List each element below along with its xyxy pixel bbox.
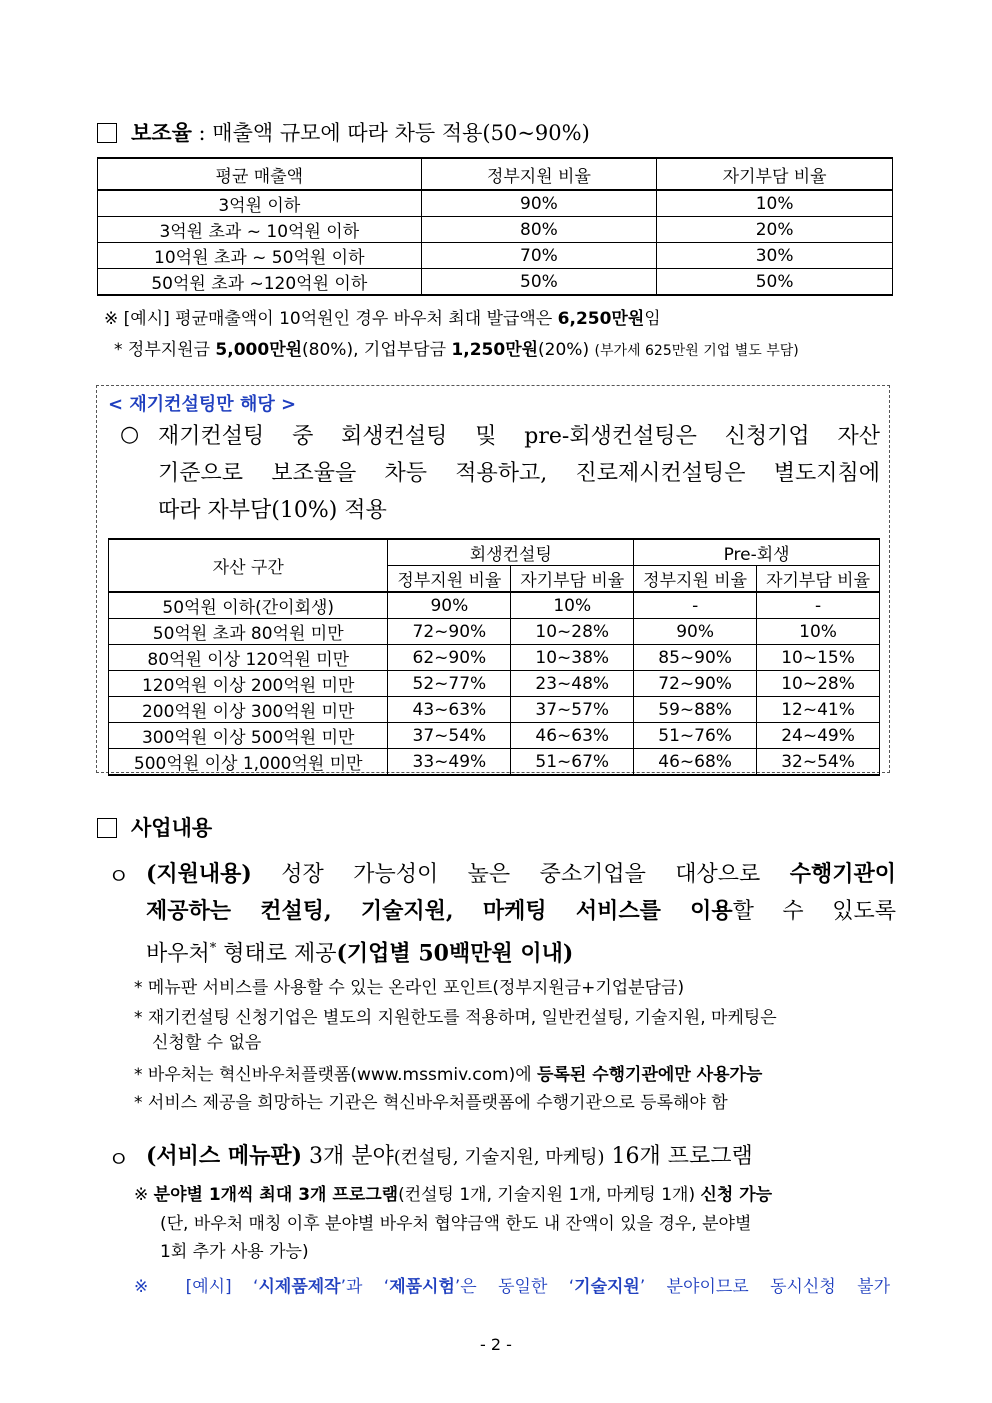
note-text: (80%), 기업부담금 — [302, 340, 452, 360]
para-text: 16개 프로그램 — [604, 1144, 753, 1169]
note-text: ’과 ‘ — [340, 1277, 390, 1297]
para-text: 3개 분야 — [302, 1144, 394, 1169]
header-gov-ratio: 정부지원 비율 — [421, 158, 657, 190]
header-avg-revenue: 평균 매출액 — [98, 158, 422, 190]
header-rehab-consulting: 회생컨설팅 — [388, 539, 634, 566]
footnote-text: * 바우처는 혁신바우처플랫폼(www.mssmiv.com)에 — [134, 1065, 538, 1085]
note-text: ※ [예시] ‘ — [134, 1277, 259, 1297]
table-row — [98, 217, 893, 243]
table-cell: 23~48% — [511, 671, 634, 697]
subsidy-heading — [97, 117, 590, 147]
note-bold: 기술지원 — [574, 1277, 640, 1297]
table-row — [109, 723, 880, 749]
table-cell: 300억원 이상 500억원 미만 — [109, 723, 388, 749]
para-line: 따라 자부담(10%) 적용 — [158, 498, 387, 523]
menu-note — [134, 1183, 898, 1208]
subsidy-heading-label: 보조율 — [131, 120, 192, 145]
restructure-table — [108, 538, 880, 776]
support-paragraph — [146, 856, 896, 972]
table-row — [98, 269, 893, 296]
footnote: * 서비스 제공을 희망하는 기관은 혁신바우처플랫폼에 수행기관으로 등록해야 함 — [134, 1093, 728, 1113]
menu-note: 1회 추가 사용 가능) — [160, 1242, 309, 1262]
footnote: * 메뉴판 서비스를 사용할 수 있는 온라인 포인트(정부지원금+기업분담금) — [134, 978, 685, 998]
table-cell: 51~67% — [511, 749, 634, 776]
table-cell: 10~38% — [511, 645, 634, 671]
table-cell: - — [757, 592, 880, 619]
table-header-row — [98, 158, 893, 190]
note-text: ’ 분야이므로 동시신청 불가 — [639, 1277, 890, 1297]
table-cell: 120억원 이상 200억원 미만 — [109, 671, 388, 697]
footnote-mark: * — [209, 941, 217, 956]
subsidy-detail-note — [114, 335, 799, 360]
table-cell: 43~63% — [388, 697, 511, 723]
table-cell: 72~90% — [388, 619, 511, 645]
note-text: ※ — [134, 1185, 154, 1205]
para-line: 재기컨설팅 중 회생컨설팅 및 pre-회생컨설팅은 신청기업 자산 — [158, 424, 880, 449]
menu-note: (단, 바우처 매칭 이후 분야별 바우처 협약금액 한도 내 잔액이 있을 경우, 분야별 — [160, 1214, 752, 1234]
table-row — [98, 243, 893, 269]
table-cell: 37~57% — [511, 697, 634, 723]
table-cell: 90% — [388, 592, 511, 619]
subsidy-example-note — [104, 304, 661, 329]
table-cell: 50% — [421, 269, 657, 296]
table-cell: 3억원 초과 ~ 10억원 이하 — [98, 217, 422, 243]
table-cell: 52~77% — [388, 671, 511, 697]
table-row — [109, 671, 880, 697]
table-cell: 500억원 이상 1,000억원 미만 — [109, 749, 388, 776]
table-cell: 10~28% — [511, 619, 634, 645]
note-bold: 시제품제작 — [258, 1277, 341, 1297]
table-cell: 10~15% — [757, 645, 880, 671]
table-cell: 90% — [421, 190, 657, 217]
menu-line — [146, 1139, 753, 1175]
para-line — [146, 856, 896, 893]
table-cell: 46~63% — [511, 723, 634, 749]
para-text: 형태로 제공 — [216, 941, 337, 967]
table-row — [109, 749, 880, 776]
header-asset-range: 자산 구간 — [109, 539, 388, 592]
header-pre-rehab: Pre-회생 — [634, 539, 880, 566]
para-bold: (기업별 50백만원 이내) — [336, 940, 574, 967]
table-cell: 72~90% — [634, 671, 757, 697]
table-cell: 50억원 초과 80억원 미만 — [109, 619, 388, 645]
restructure-bullet: ○ — [120, 422, 140, 447]
table-cell: 80% — [421, 217, 657, 243]
footnote: * 재기컨설팅 신청기업은 별도의 지원한도를 적용하며, 일반컨설팅, 기술지원, 마케팅은 — [134, 1008, 777, 1028]
note-bold: 6,250만원 — [557, 309, 645, 329]
table-cell: 62~90% — [388, 645, 511, 671]
table-cell: 59~88% — [634, 697, 757, 723]
note-bold: 신청 가능 — [700, 1185, 773, 1205]
subheader-self-ratio: 자기부담 비율 — [757, 566, 880, 593]
support-notes — [134, 976, 898, 1116]
note-bold: 5,000만원 — [215, 340, 303, 360]
note-bold: 제품시험 — [389, 1277, 455, 1297]
table-cell: 51~76% — [634, 723, 757, 749]
para-line — [146, 930, 896, 972]
table-cell: 3억원 이하 — [98, 190, 422, 217]
business-heading — [97, 812, 212, 842]
para-bold: 수행기관이 — [789, 861, 896, 887]
header-self-ratio: 자기부담 비율 — [657, 158, 893, 190]
support-bullet: ㅇ — [108, 865, 130, 890]
table-cell: 46~68% — [634, 749, 757, 776]
table-cell: 24~49% — [757, 723, 880, 749]
restructure-title: < 재기컨설팅만 해당 > — [108, 394, 297, 415]
checkbox-square-icon — [97, 818, 117, 838]
subsidy-heading-text: : 매출액 규모에 따라 차등 적용(50~90%) — [191, 121, 590, 145]
table-row — [109, 645, 880, 671]
support-label: (지원내용) — [146, 861, 252, 887]
footnote-bold: 등록된 수행기관에만 사용가능 — [537, 1065, 763, 1085]
table-row — [109, 619, 880, 645]
table-row — [109, 592, 880, 619]
table-cell: 32~54% — [757, 749, 880, 776]
page-number: - 2 - — [480, 1335, 512, 1354]
para-line: 기준으로 보조율을 차등 적용하고, 진로제시컨설팅은 별도지침에 — [158, 461, 880, 486]
menu-example-note — [134, 1275, 890, 1300]
footnote: 신청할 수 없음 — [152, 1033, 262, 1053]
table-cell: 30% — [657, 243, 893, 269]
para-text: 할 수 있도록 — [732, 899, 897, 924]
table-row — [98, 190, 893, 217]
table-cell: 90% — [634, 619, 757, 645]
note-small: (부가세 625만원 기업 별도 부담) — [594, 343, 799, 359]
note-text: * 정부지원금 — [114, 340, 216, 360]
table-cell: 12~41% — [757, 697, 880, 723]
para-line — [146, 893, 896, 930]
note-text: 임 — [644, 309, 661, 329]
table-cell: 80억원 이상 120억원 미만 — [109, 645, 388, 671]
footnote — [134, 1063, 898, 1088]
table-cell: 37~54% — [388, 723, 511, 749]
note-text: ’은 동일한 ‘ — [454, 1277, 575, 1297]
subheader-gov-ratio: 정부지원 비율 — [388, 566, 511, 593]
subheader-gov-ratio: 정부지원 비율 — [634, 566, 757, 593]
table-cell: - — [634, 592, 757, 619]
table-cell: 10% — [511, 592, 634, 619]
note-text: ※ [예시] 평균매출액이 10억원인 경우 바우처 최대 발급액은 — [104, 309, 558, 329]
para-text: 성장 가능성이 높은 중소기업을 대상으로 — [251, 862, 790, 887]
table-cell: 50억원 초과 ~120억원 이하 — [98, 269, 422, 296]
subsidy-table — [97, 157, 893, 296]
table-cell: 85~90% — [634, 645, 757, 671]
menu-label: (서비스 메뉴판) — [146, 1143, 302, 1169]
menu-notes — [134, 1183, 898, 1300]
table-cell: 50억원 이하(간이회생) — [109, 592, 388, 619]
note-bold: 1,250만원 — [451, 340, 539, 360]
restructure-paragraph — [158, 418, 880, 529]
table-cell: 10~28% — [757, 671, 880, 697]
table-cell: 10% — [657, 190, 893, 217]
table-cell: 33~49% — [388, 749, 511, 776]
table-cell: 70% — [421, 243, 657, 269]
table-cell: 20% — [657, 217, 893, 243]
table-header-row — [109, 539, 880, 566]
table-cell: 10% — [757, 619, 880, 645]
note-text: (컨설팅 1개, 기술지원 1개, 마케팅 1개) — [398, 1185, 701, 1205]
checkbox-square-icon — [97, 123, 117, 143]
note-text: (20%) — [538, 340, 595, 360]
business-heading-text: 사업내용 — [131, 816, 213, 840]
para-text: (컨설팅, 기술지원, 마케팅) — [393, 1147, 605, 1168]
para-bold: 제공하는 컨설팅, 기술지원, 마케팅 서비스를 이용 — [146, 898, 733, 924]
menu-bullet: ㅇ — [108, 1148, 130, 1173]
table-row — [109, 697, 880, 723]
table-cell: 200억원 이상 300억원 미만 — [109, 697, 388, 723]
note-bold: 분야별 1개씩 최대 3개 프로그램 — [153, 1185, 399, 1205]
table-cell: 10억원 초과 ~ 50억원 이하 — [98, 243, 422, 269]
table-cell: 50% — [657, 269, 893, 296]
subheader-self-ratio: 자기부담 비율 — [511, 566, 634, 593]
para-text: 바우처 — [146, 941, 210, 967]
